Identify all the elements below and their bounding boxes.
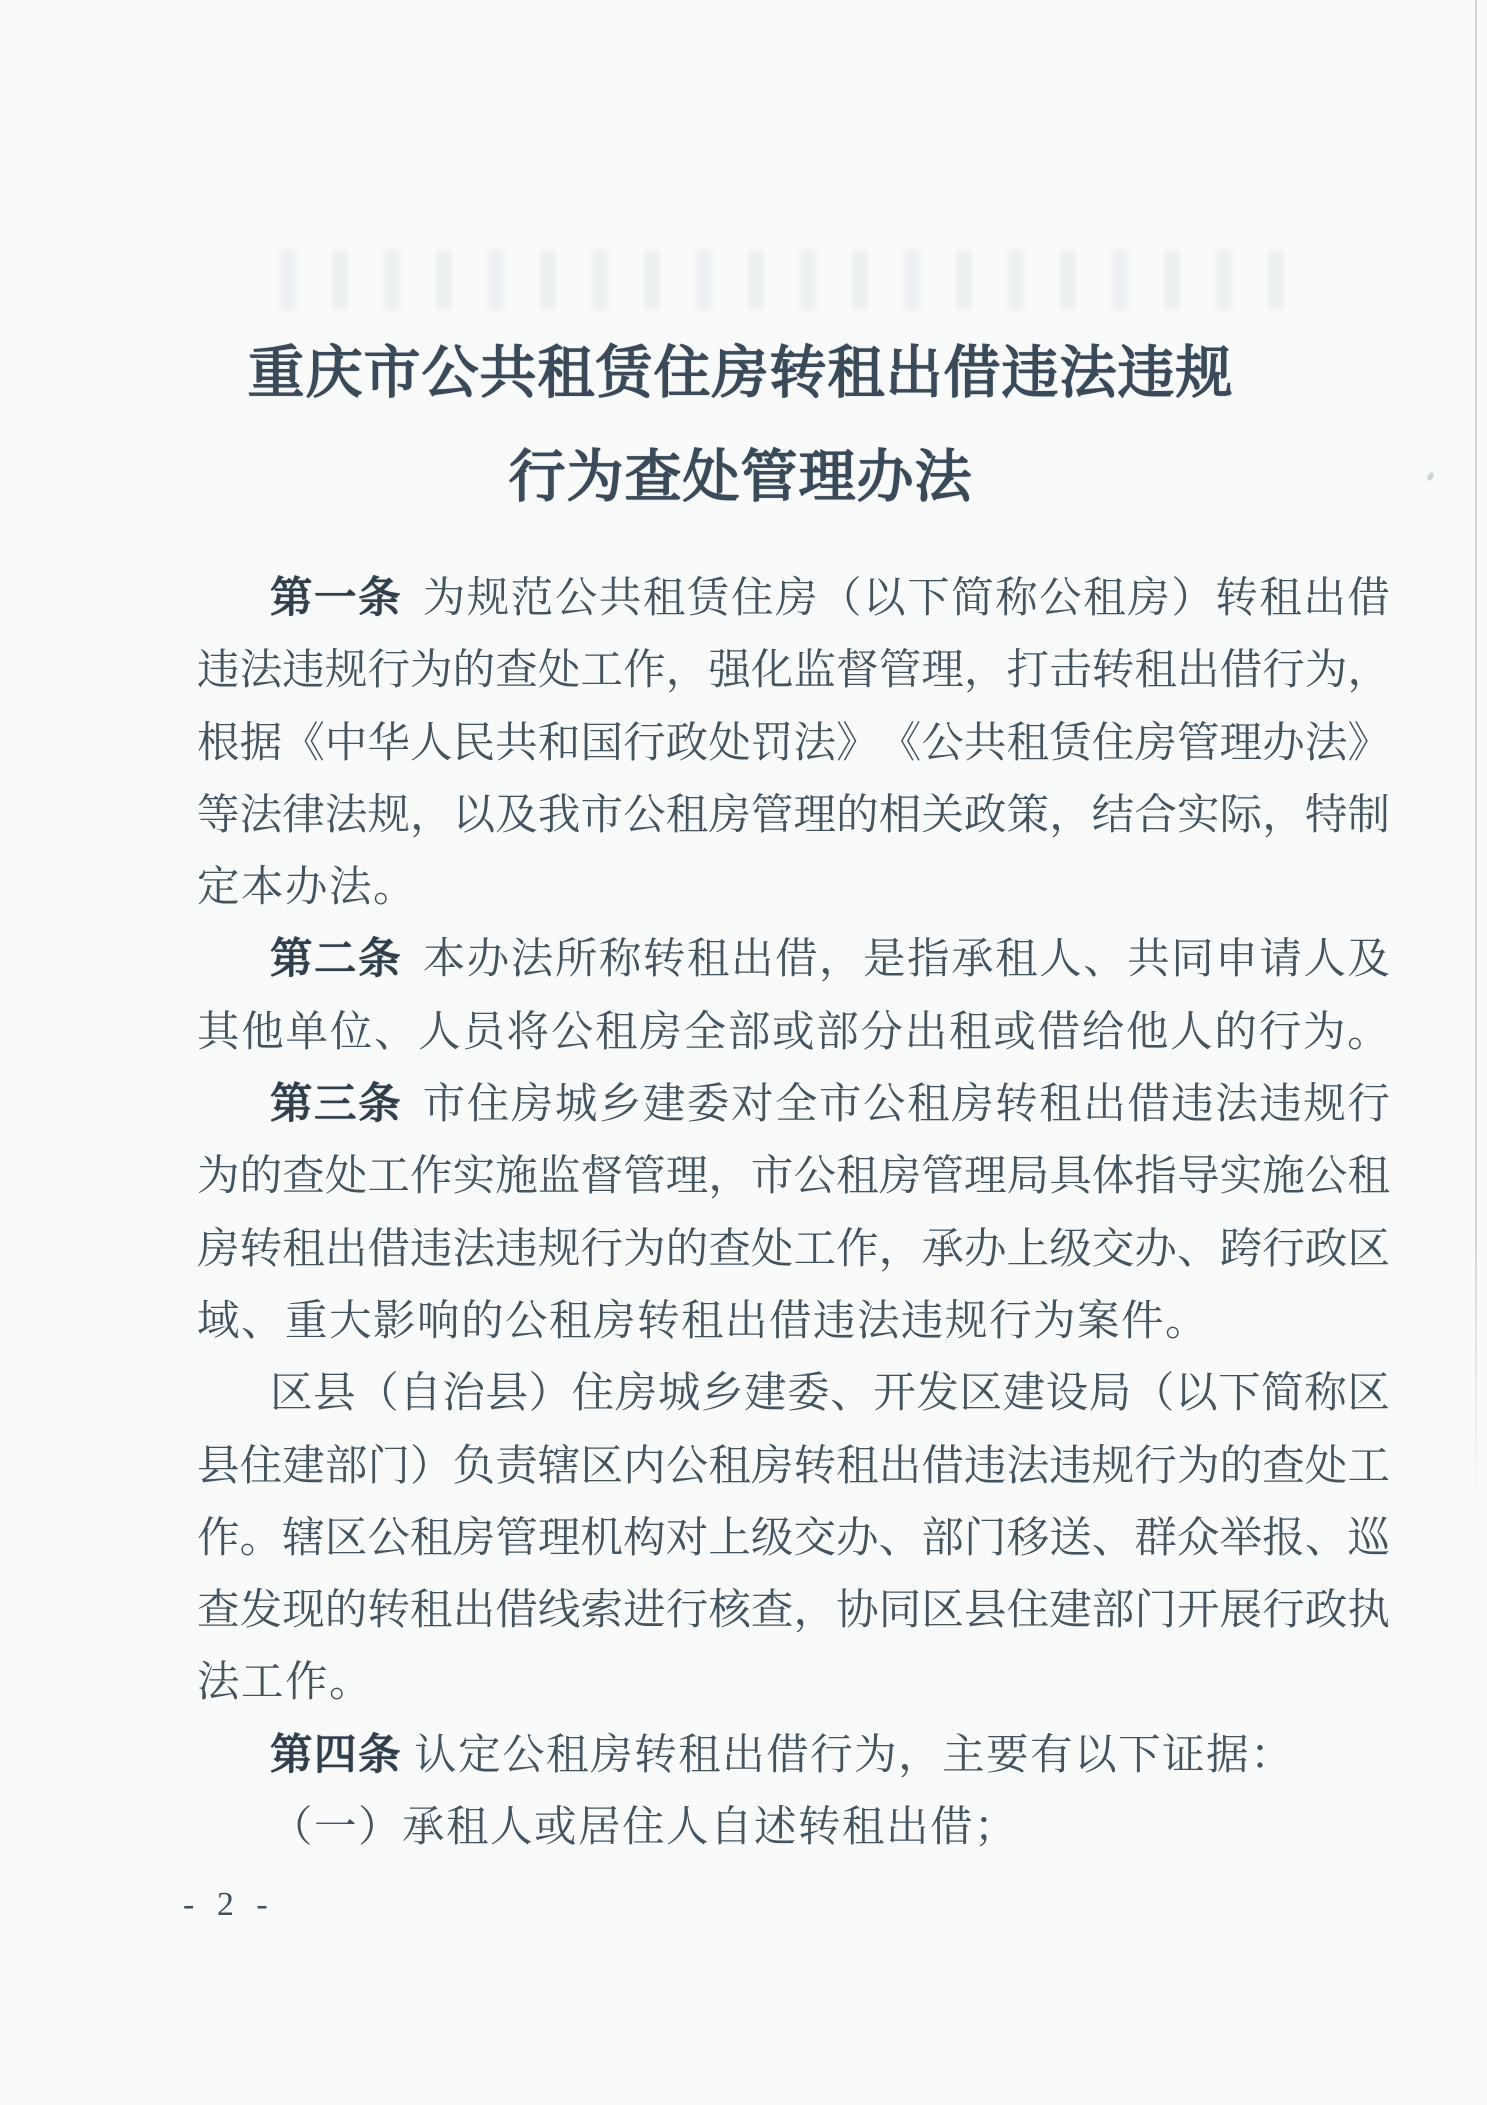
text-line: 作 。 辖 区 公 租 房 管 理 机 构 对 上 级 交 办 、 部 门 移 送 、 群 众 举 报 、 巡 xyxy=(197,1514,1390,1562)
text-line: 为 的 查 处 工 作 实 施 监 督 管 理 ， 市 公 租 房 管 理 局 具 体 指 导 实 施 公 租 xyxy=(197,1153,1390,1201)
text-line: 违 法 违 规 行 为 的 查 处 工 作 ， 强 化 监 督 管 理 ， 打 击 转 租 出 借 行 为 ， xyxy=(197,647,1390,695)
document-body xyxy=(197,572,1390,1873)
text-line: 第四条 认定公租房转租出借行为，主要有以下证据： xyxy=(270,1731,1295,1779)
text-line: 查 发 现 的 转 租 出 借 线 索 进 行 核 查 ， 协 同 区 县 住 建 部 门 开 展 行 政 执 xyxy=(197,1587,1390,1635)
text-line: 第 一 条 为 规 范 公 共 租 赁 住 房 （ 以 下 简 称 公 租 房 ） 转 租 出 借 xyxy=(270,575,1390,622)
text-line: 定本办法。 xyxy=(197,864,418,912)
title-line-1: 重庆市公共租赁住房转租出借违法违规 xyxy=(247,342,1234,405)
text-line: 第 二 条 本 办 法 所 称 转 租 出 借 ， 是 指 承 租 人 、 共 同 申 请 人 及 xyxy=(270,936,1390,984)
text-line: （一）承租人或居住人自述转租出借； xyxy=(270,1804,1019,1852)
text-line: 县 住 建 部 门 ） 负 责 辖 区 内 公 租 房 转 租 出 借 违 法 违 规 行 为 的 查 处 工 xyxy=(197,1442,1390,1490)
text-line: 房 转 租 出 借 违 法 违 规 行 为 的 查 处 工 作 ， 承 办 上 级 交 办 、 跨 行 政 区 xyxy=(197,1225,1390,1273)
text-line: 域、重大影响的公租房转租出借违法违规行为案件。 xyxy=(197,1297,1210,1345)
text-line: 第 三 条 市 住 房 城 乡 建 委 对 全 市 公 租 房 转 租 出 借 违 法 违 规 行 xyxy=(270,1081,1390,1129)
page-number: - 2 - xyxy=(183,1886,275,1923)
text-line: 根 据 《 中 华 人 民 共 和 国 行 政 处 罚 法 》 《 公 共 租 赁 住 房 管 理 办 法 》 xyxy=(197,719,1390,767)
scan-artifact-line xyxy=(1475,0,1477,1505)
document-title xyxy=(0,322,1481,530)
text-line: 区 县 （ 自 治 县 ） 住 房 城 乡 建 委 、 开 发 区 建 设 局 （ 以 下 简 称 区 xyxy=(270,1370,1390,1418)
title-line-2: 行为查处管理办法 xyxy=(508,446,973,509)
text-line: 法工作。 xyxy=(197,1659,374,1707)
text-line: 其 他 单 位 、 人 员 将 公 租 房 全 部 或 部 分 出 租 或 借 给 他 人 的 行 为 。 xyxy=(197,1008,1390,1056)
text-line: 等 法 律 法 规 ， 以 及 我 市 公 租 房 管 理 的 相 关 政 策 ， 结 合 实 际 ， 特 制 xyxy=(197,791,1390,839)
